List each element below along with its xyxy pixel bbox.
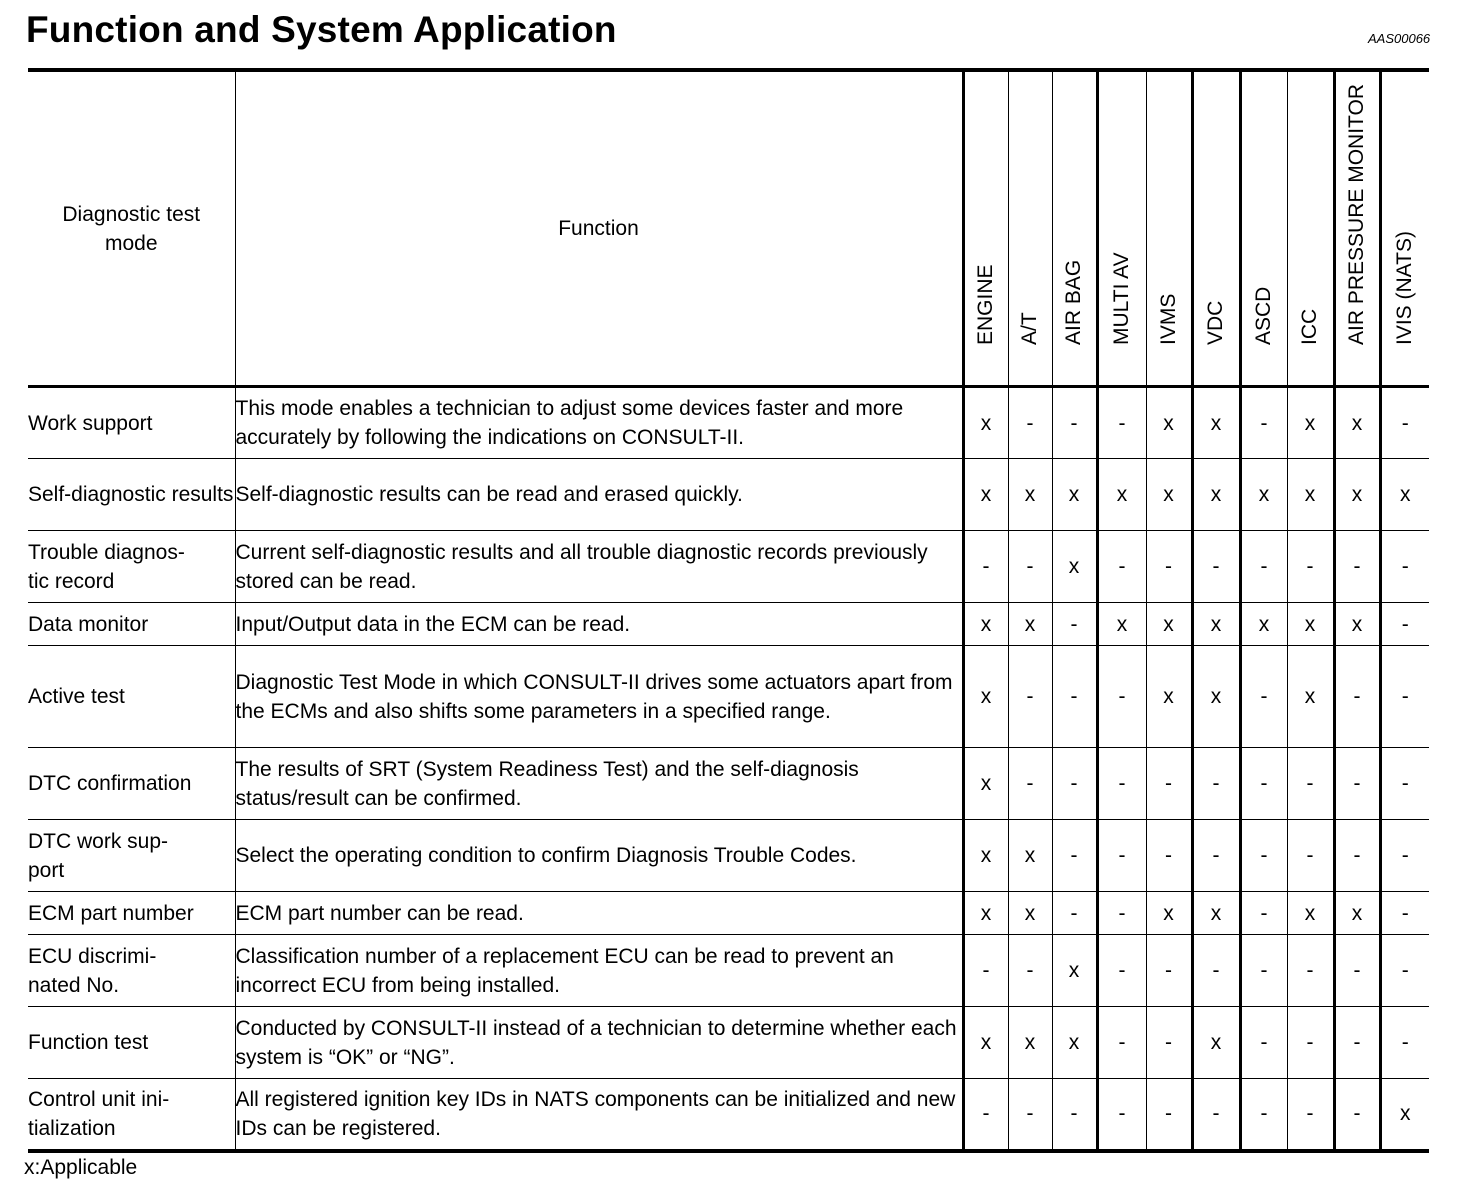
applicability-mark: -: [963, 531, 1008, 603]
applicability-mark: x: [963, 646, 1008, 748]
header-system: A/T: [1008, 70, 1052, 387]
diagnostic-mode-cell: ECU discrimi- nated No.: [28, 935, 235, 1007]
applicability-mark: x: [1240, 459, 1287, 531]
diagnostic-mode-cell: Data monitor: [28, 603, 235, 646]
applicability-mark: -: [1240, 387, 1287, 459]
applicability-mark: -: [1334, 1079, 1380, 1151]
applicability-mark: -: [1097, 820, 1146, 892]
applicability-mark: -: [1146, 820, 1192, 892]
applicability-mark: -: [1287, 748, 1334, 820]
applicability-mark: -: [1097, 1007, 1146, 1079]
applicability-mark: -: [1097, 1079, 1146, 1151]
diagnostic-mode-cell: Self-diagnostic results: [28, 459, 235, 531]
applicability-mark: -: [1380, 820, 1429, 892]
applicability-mark: -: [1052, 603, 1097, 646]
function-description-cell: Input/Output data in the ECM can be read.: [235, 603, 963, 646]
applicability-mark: -: [1008, 935, 1052, 1007]
header-system: IVIS (NATS): [1380, 70, 1429, 387]
applicability-mark: x: [1052, 531, 1097, 603]
applicability-mark: -: [1192, 935, 1240, 1007]
applicability-mark: x: [1334, 459, 1380, 531]
function-description-cell: The results of SRT (System Readiness Test) and the self-diagnosis status/result can be confirmed.: [235, 748, 963, 820]
table-row: [28, 748, 1429, 820]
applicability-mark: -: [1146, 1079, 1192, 1151]
applicability-mark: -: [1240, 935, 1287, 1007]
applicability-mark: -: [1380, 1007, 1429, 1079]
header-system: ASCD: [1240, 70, 1287, 387]
table-row: [28, 935, 1429, 1007]
header-system: MULTI AV: [1097, 70, 1146, 387]
diagnostic-mode-cell: DTC work sup- port: [28, 820, 235, 892]
applicability-mark: -: [1097, 531, 1146, 603]
header-system: VDC: [1192, 70, 1240, 387]
applicability-mark: -: [1380, 603, 1429, 646]
diagnostic-mode-cell: Trouble diagnos- tic record: [28, 531, 235, 603]
applicability-mark: x: [1192, 892, 1240, 935]
applicability-mark: -: [1052, 1079, 1097, 1151]
applicability-mark: -: [1240, 820, 1287, 892]
page-title: Function and System Application: [26, 9, 617, 50]
applicability-mark: x: [1008, 1007, 1052, 1079]
applicability-mark: x: [1192, 603, 1240, 646]
applicability-mark: -: [1146, 1007, 1192, 1079]
function-description-cell: Diagnostic Test Mode in which CONSULT-II drives some actuators apart from the ECMs and also shifts some parameters in a specified range.: [235, 646, 963, 748]
applicability-mark: x: [1380, 459, 1429, 531]
applicability-mark: x: [1192, 646, 1240, 748]
applicability-mark: -: [1192, 820, 1240, 892]
function-description-cell: This mode enables a technician to adjust some devices faster and more accurately by following the indications on CONSULT-II.: [235, 387, 963, 459]
applicability-mark: -: [1240, 748, 1287, 820]
applicability-mark: -: [1097, 935, 1146, 1007]
diagnostic-mode-cell: Function test: [28, 1007, 235, 1079]
applicability-mark: x: [1287, 387, 1334, 459]
function-description-cell: All registered ignition key IDs in NATS components can be initialized and new IDs can be registered.: [235, 1079, 963, 1151]
applicability-mark: x: [1146, 603, 1192, 646]
table-row: [28, 387, 1429, 459]
applicability-mark: -: [1334, 1007, 1380, 1079]
applicability-mark: -: [963, 935, 1008, 1007]
applicability-mark: x: [963, 748, 1008, 820]
applicability-mark: -: [1287, 935, 1334, 1007]
applicability-mark: -: [1192, 1079, 1240, 1151]
diagnostic-mode-cell: DTC confirmation: [28, 748, 235, 820]
table-row: [28, 820, 1429, 892]
applicability-mark: x: [1192, 459, 1240, 531]
header-row: [28, 70, 1429, 387]
applicability-mark: -: [1240, 892, 1287, 935]
applicability-mark: x: [1097, 603, 1146, 646]
applicability-mark: -: [1240, 1007, 1287, 1079]
applicability-mark: -: [1097, 892, 1146, 935]
applicability-mark: -: [1192, 531, 1240, 603]
applicability-mark: -: [1240, 1079, 1287, 1151]
applicability-mark: -: [1380, 646, 1429, 748]
applicability-mark: -: [1287, 820, 1334, 892]
diagnostic-mode-cell: Work support: [28, 387, 235, 459]
function-description-cell: ECM part number can be read.: [235, 892, 963, 935]
applicability-mark: -: [1380, 531, 1429, 603]
legend-note: x:Applicable: [24, 1156, 138, 1179]
applicability-mark: x: [1008, 603, 1052, 646]
applicability-mark: -: [1008, 646, 1052, 748]
header-system: IVMS: [1146, 70, 1192, 387]
applicability-mark: -: [1240, 531, 1287, 603]
applicability-mark: -: [1052, 892, 1097, 935]
applicability-mark: -: [1380, 935, 1429, 1007]
applicability-mark: -: [1192, 748, 1240, 820]
applicability-mark: x: [1240, 603, 1287, 646]
applicability-mark: x: [963, 820, 1008, 892]
diagnostic-mode-cell: ECM part number: [28, 892, 235, 935]
function-description-cell: Select the operating condition to confirm Diagnosis Trouble Codes.: [235, 820, 963, 892]
applicability-mark: x: [1380, 1079, 1429, 1151]
applicability-mark: x: [963, 1007, 1008, 1079]
applicability-mark: -: [1334, 935, 1380, 1007]
applicability-mark: x: [963, 387, 1008, 459]
applicability-mark: -: [1008, 1079, 1052, 1151]
applicability-mark: x: [1052, 1007, 1097, 1079]
applicability-mark: x: [1146, 646, 1192, 748]
applicability-mark: -: [1008, 387, 1052, 459]
table-row: [28, 646, 1429, 748]
applicability-mark: -: [1334, 531, 1380, 603]
table-row: [28, 1007, 1429, 1079]
applicability-mark: x: [1192, 387, 1240, 459]
applicability-mark: x: [1287, 459, 1334, 531]
reference-code: AAS00066: [1368, 31, 1431, 46]
applicability-mark: x: [1008, 459, 1052, 531]
table-row: [28, 531, 1429, 603]
table-row: [28, 603, 1429, 646]
applicability-mark: x: [1146, 892, 1192, 935]
header-system: ENGINE: [963, 70, 1008, 387]
applicability-mark: -: [1052, 387, 1097, 459]
applicability-mark: x: [963, 892, 1008, 935]
applicability-mark: x: [1146, 387, 1192, 459]
applicability-mark: -: [1097, 387, 1146, 459]
header-system: ICC: [1287, 70, 1334, 387]
applicability-mark: -: [1334, 646, 1380, 748]
function-description-cell: Conducted by CONSULT-II instead of a technician to determine whether each system is “OK” or “NG”.: [235, 1007, 963, 1079]
applicability-mark: x: [1334, 892, 1380, 935]
applicability-mark: x: [1008, 892, 1052, 935]
applicability-mark: x: [1052, 935, 1097, 1007]
applicability-mark: x: [963, 459, 1008, 531]
function-description-cell: Classification number of a replacement ECU can be read to prevent an incorrect ECU from being installed.: [235, 935, 963, 1007]
applicability-mark: x: [1052, 459, 1097, 531]
applicability-mark: -: [1380, 892, 1429, 935]
function-description-cell: Self-diagnostic results can be read and erased quickly.: [235, 459, 963, 531]
applicability-mark: -: [1380, 748, 1429, 820]
applicability-mark: -: [1146, 531, 1192, 603]
applicability-mark: -: [1052, 646, 1097, 748]
table-row: [28, 1079, 1429, 1151]
applicability-mark: -: [1240, 646, 1287, 748]
applicability-mark: -: [1287, 1007, 1334, 1079]
applicability-mark: x: [1097, 459, 1146, 531]
applicability-mark: -: [1097, 646, 1146, 748]
applicability-mark: -: [1380, 387, 1429, 459]
header-diagnostic-test-mode: Diagnostic test mode: [28, 70, 235, 387]
applicability-mark: -: [1334, 820, 1380, 892]
applicability-mark: -: [1146, 748, 1192, 820]
applicability-mark: x: [1334, 603, 1380, 646]
applicability-mark: x: [1008, 820, 1052, 892]
applicability-mark: -: [1008, 531, 1052, 603]
applicability-mark: -: [963, 1079, 1008, 1151]
applicability-mark: x: [963, 603, 1008, 646]
applicability-mark: -: [1146, 935, 1192, 1007]
applicability-mark: x: [1287, 892, 1334, 935]
applicability-mark: x: [1287, 646, 1334, 748]
diagnostic-mode-cell: Control unit ini- tialization: [28, 1079, 235, 1151]
table-body: [28, 387, 1429, 1151]
applicability-mark: x: [1192, 1007, 1240, 1079]
applicability-mark: -: [1052, 748, 1097, 820]
applicability-mark: -: [1287, 1079, 1334, 1151]
header-function: Function: [235, 70, 963, 387]
table-row: [28, 459, 1429, 531]
applicability-mark: -: [1097, 748, 1146, 820]
function-description-cell: Current self-diagnostic results and all trouble diagnostic records previously stored can be read.: [235, 531, 963, 603]
applicability-mark: x: [1146, 459, 1192, 531]
header-system: AIR BAG: [1052, 70, 1097, 387]
header-system: AIR PRESSURE MONITOR: [1334, 70, 1380, 387]
diagnostic-mode-cell: Active test: [28, 646, 235, 748]
applicability-mark: -: [1052, 820, 1097, 892]
applicability-mark: -: [1287, 531, 1334, 603]
applicability-mark: x: [1287, 603, 1334, 646]
applicability-mark: x: [1334, 387, 1380, 459]
table-row: [28, 892, 1429, 935]
function-system-table: [28, 68, 1429, 1153]
applicability-mark: -: [1334, 748, 1380, 820]
applicability-mark: -: [1008, 748, 1052, 820]
